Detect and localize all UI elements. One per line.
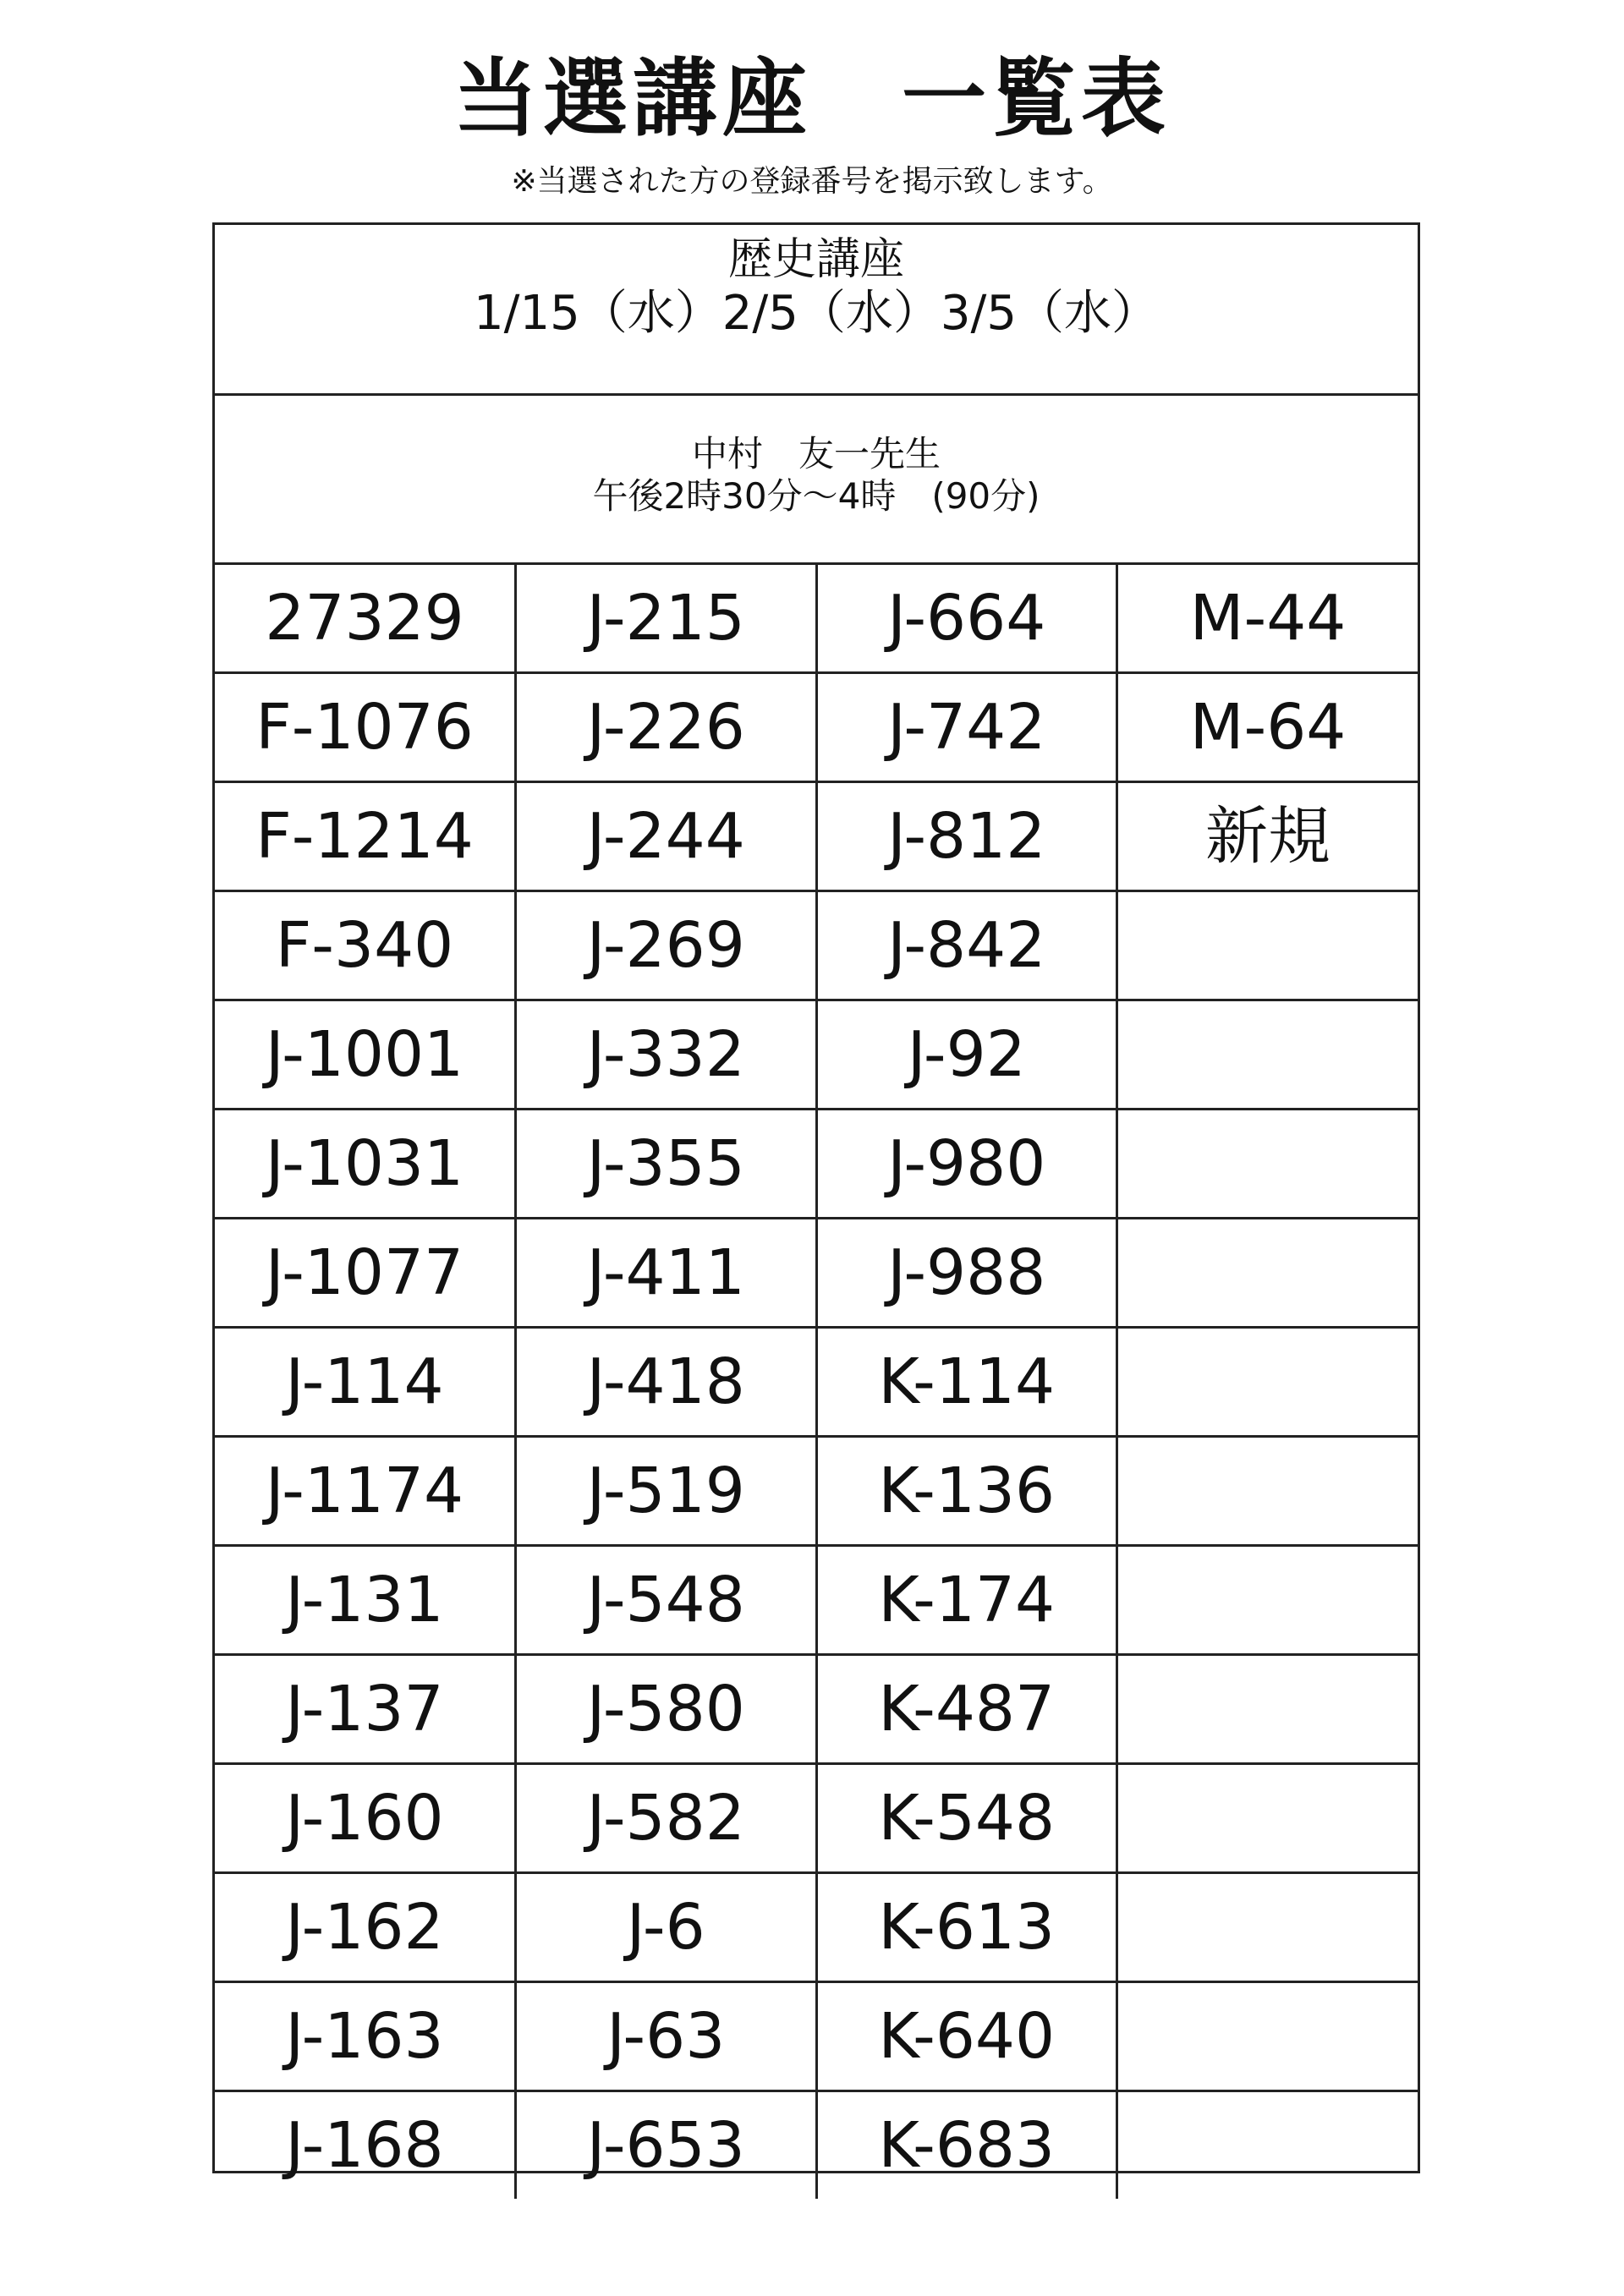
registration-number-cell: J-1077 (215, 1219, 516, 1328)
table-row (215, 1982, 1418, 2091)
table-row (215, 1000, 1418, 1110)
registration-number-cell: F-340 (215, 891, 516, 1000)
registration-number-cell (1117, 1437, 1418, 1546)
registration-number-cell: J-332 (516, 1000, 817, 1110)
registration-number-cell: J-269 (516, 891, 817, 1000)
table-row (215, 1655, 1418, 1764)
registration-number-cell: J-548 (516, 1546, 817, 1655)
registration-number-cell: J-418 (516, 1328, 817, 1437)
registration-number-cell: K-174 (816, 1546, 1117, 1655)
registration-number-cell (1117, 1655, 1418, 1764)
registration-number-cell: J-812 (816, 782, 1117, 891)
registration-number-cell: J-519 (516, 1437, 817, 1546)
registration-number-cell: J-1031 (215, 1110, 516, 1219)
registration-number-cell: J-653 (516, 2091, 817, 2200)
table-row (215, 1110, 1418, 1219)
course-header (215, 225, 1418, 396)
registration-number-cell: J-1174 (215, 1437, 516, 1546)
registration-number-cell: M-44 (1117, 565, 1418, 673)
registration-number-cell: K-487 (816, 1655, 1117, 1764)
registration-number-cell: K-683 (816, 2091, 1117, 2200)
registration-number-cell: K-548 (816, 1764, 1117, 1873)
table-row (215, 1546, 1418, 1655)
registration-number-cell: K-613 (816, 1873, 1117, 1982)
registration-number-cell: J-168 (215, 2091, 516, 2200)
page-title: 当選講座 一覧表 (453, 49, 1171, 148)
table-row (215, 2091, 1418, 2200)
registration-number-cell: J-980 (816, 1110, 1117, 1219)
registration-number-cell: J-63 (516, 1982, 817, 2091)
registration-number-cell: J-742 (816, 673, 1117, 782)
registration-number-cell: J-580 (516, 1655, 817, 1764)
registration-number-cell: M-64 (1117, 673, 1418, 782)
table-row (215, 1764, 1418, 1873)
registration-number-cell: J-162 (215, 1873, 516, 1982)
registration-number-cell: 27329 (215, 565, 516, 673)
registration-number-cell: J-131 (215, 1546, 516, 1655)
table-row (215, 891, 1418, 1000)
registration-number-cell (1117, 1764, 1418, 1873)
teacher-name: 中村 友一先生 (691, 433, 941, 474)
registration-number-cell: J-355 (516, 1110, 817, 1219)
registration-number-cell (1117, 1873, 1418, 1982)
registration-number-cell (1117, 2091, 1418, 2200)
table-row (215, 1437, 1418, 1546)
table-row (215, 673, 1418, 782)
registration-number-cell (1117, 1546, 1418, 1655)
table-row (215, 1219, 1418, 1328)
registration-number-cell (1117, 1110, 1418, 1219)
registration-number-cell: J-988 (816, 1219, 1117, 1328)
registration-number-cell: J-215 (516, 565, 817, 673)
registration-number-cell: J-664 (816, 565, 1117, 673)
registration-number-cell: J-163 (215, 1982, 516, 2091)
registration-number-cell: J-92 (816, 1000, 1117, 1110)
registration-number-cell (1117, 891, 1418, 1000)
registration-number-cell (1117, 1219, 1418, 1328)
registration-number-cell: J-1001 (215, 1000, 516, 1110)
table-row (215, 565, 1418, 673)
registration-number-cell: J-137 (215, 1655, 516, 1764)
registration-number-cell: F-1076 (215, 673, 516, 782)
registration-number-cell: J-6 (516, 1873, 817, 1982)
table-row (215, 1873, 1418, 1982)
registration-number-cell: J-114 (215, 1328, 516, 1437)
registration-number-cell: K-136 (816, 1437, 1117, 1546)
registration-number-cell: F-1214 (215, 782, 516, 891)
winner-number-table (215, 565, 1418, 2199)
course-name: 歴史講座 (727, 234, 904, 285)
registration-number-cell: J-582 (516, 1764, 817, 1873)
teacher-info (215, 396, 1418, 565)
registration-number-cell: J-842 (816, 891, 1117, 1000)
table-row (215, 782, 1418, 891)
registration-number-cell (1117, 1982, 1418, 2091)
registration-number-cell: J-160 (215, 1764, 516, 1873)
registration-number-cell: J-226 (516, 673, 817, 782)
registration-number-cell (1117, 1328, 1418, 1437)
class-time: 午後2時30分～4時 (90分) (592, 475, 1040, 517)
registration-number-cell: K-114 (816, 1328, 1117, 1437)
course-dates: 1/15（水）2/5（水）3/5（水） (473, 286, 1159, 341)
winners-sheet (212, 222, 1420, 2182)
registration-number-cell (1117, 1000, 1418, 1110)
page-note: ※当選された方の登録番号を掲示致します。 (511, 164, 1113, 199)
registration-number-cell: K-640 (816, 1982, 1117, 2091)
table-row (215, 1328, 1418, 1437)
registration-number-cell: J-244 (516, 782, 817, 891)
registration-number-cell: J-411 (516, 1219, 817, 1328)
registration-number-cell: 新規 (1117, 782, 1418, 891)
